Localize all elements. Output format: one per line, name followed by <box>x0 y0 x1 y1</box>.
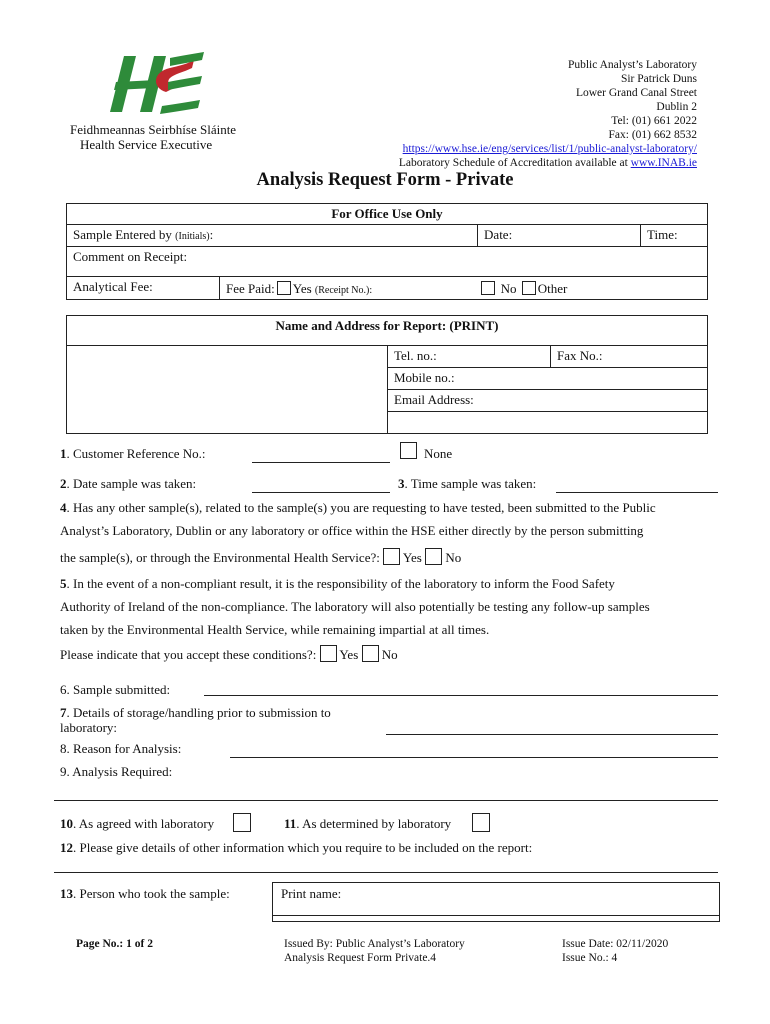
q5-no-label: No <box>381 647 398 662</box>
time-cell[interactable] <box>641 225 708 247</box>
q6-label: 6. Sample submitted: <box>60 682 171 697</box>
q5-yes-checkbox[interactable] <box>320 645 337 662</box>
fee-label: Analytical Fee: <box>73 279 153 294</box>
q9-label: 9. Analysis Required: <box>60 764 173 779</box>
initials-label: (Initials) <box>175 231 210 242</box>
page-number: Page No.: 1 of 2 <box>76 938 153 950</box>
q4-no-label: No <box>445 550 462 565</box>
report-header: Name and Address for Report: (PRINT) <box>67 316 708 346</box>
comment-cell[interactable] <box>67 247 708 277</box>
logo-line-english: Health Service Executive <box>80 137 213 152</box>
form-name: Analysis Request Form Private.4 <box>284 952 437 964</box>
address-block <box>399 58 697 170</box>
print-name-inner-line <box>273 915 719 916</box>
footer-issue <box>562 937 668 965</box>
q4-text: 4. Has any other sample(s), related to the sample(s) you are requesting to have tested, been submitted to the Public Analyst’s Laboratory, Dublin or any laboratory or office within the HSE either directly by the person submitting the sample(s), or through the Environmental Health Service?: Yes No <box>60 496 720 569</box>
q10-label: 10. As agreed with laboratory <box>60 816 215 831</box>
receipt-label: (Receipt No.): <box>314 285 373 296</box>
q5-line3: taken by the Environmental Health Service, while remaining impartial at all times. <box>60 622 490 637</box>
fee-other-label: Other <box>537 281 568 296</box>
fee-other-checkbox[interactable] <box>522 281 536 295</box>
address-line: Public Analyst’s Laboratory <box>567 59 697 71</box>
q5-line4: Please indicate that you accept these conditions?: <box>60 647 317 662</box>
date-label: Date: <box>484 227 513 242</box>
date-taken-input[interactable] <box>252 492 390 493</box>
mobile-cell[interactable] <box>388 368 708 390</box>
accreditation-text: Laboratory Schedule of Accreditation available at <box>398 157 631 169</box>
storage-details-input[interactable] <box>386 734 718 735</box>
sample-submitted-input[interactable] <box>204 695 718 696</box>
q4-yes-label: Yes <box>402 550 422 565</box>
fee-yes-label: Yes <box>292 281 315 296</box>
reason-input[interactable] <box>230 757 718 758</box>
q4-line3: the sample(s), or through the Environmental Health Service?: <box>60 550 380 565</box>
date-cell[interactable] <box>478 225 641 247</box>
office-use-table <box>66 203 708 300</box>
q2-label: 2. Date sample was taken: <box>60 476 197 491</box>
q7-label: 7. Details of storage/handling prior to submission to laboratory: <box>60 705 331 735</box>
analysis-required-input[interactable] <box>54 800 718 801</box>
q11-label: 11. As determined by laboratory <box>284 816 452 831</box>
q13-label: 13. Person who took the sample: <box>60 886 230 901</box>
fee-paid-label: Fee Paid: <box>226 281 275 296</box>
q4-line2: Analyst’s Laboratory, Dublin or any laboratory or office within the HSE either directly by the person submitting <box>60 523 644 538</box>
hse-logo <box>108 50 208 118</box>
q4-no-checkbox[interactable] <box>425 548 442 565</box>
fax-label: Fax No.: <box>557 348 603 363</box>
report-address-table <box>66 315 708 434</box>
fee-no-label: No <box>500 281 517 296</box>
address-line: Sir Patrick Duns <box>620 73 697 85</box>
logo-text <box>70 122 236 152</box>
q12-label: 12. Please give details of other information which you require to be included on the report: <box>60 840 533 855</box>
address-tel: Tel: (01) 661 2022 <box>611 115 697 127</box>
none-checkbox[interactable] <box>400 442 417 459</box>
name-address-field[interactable] <box>67 346 388 434</box>
address-fax: Fax: (01) 662 8532 <box>608 129 697 141</box>
form-title: Analysis Request Form - Private <box>256 170 514 190</box>
q5-no-checkbox[interactable] <box>362 645 379 662</box>
none-label: None <box>424 446 453 461</box>
q5-line2: Authority of Ireland of the non-compliance. The laboratory will also potentially be testing any follow-up samples <box>60 599 650 614</box>
email-label: Email Address: <box>394 392 474 407</box>
fee-no-checkbox[interactable] <box>481 281 495 295</box>
footer-issued <box>284 937 465 965</box>
issue-date: Issue Date: 02/11/2020 <box>562 938 669 950</box>
customer-reference-input[interactable] <box>252 462 390 463</box>
address-line: Lower Grand Canal Street <box>575 87 697 99</box>
print-name-label: Print name: <box>281 886 342 901</box>
print-name-box[interactable] <box>272 882 720 922</box>
q4-yes-checkbox[interactable] <box>383 548 400 565</box>
issued-by: Issued By: Public Analyst’s Laboratory <box>284 938 465 950</box>
sample-entered-label: Sample Entered by <box>73 227 176 242</box>
tel-label: Tel. no.: <box>394 348 437 363</box>
q1-label: 1. Customer Reference No.: <box>60 446 206 461</box>
q3-label: 3. Time sample was taken: <box>398 476 537 491</box>
issue-number: Issue No.: 4 <box>562 952 618 964</box>
office-use-header: For Office Use Only <box>67 204 708 225</box>
fee-yes-checkbox[interactable] <box>277 281 291 295</box>
time-taken-input[interactable] <box>556 492 718 493</box>
time-label: Time: <box>647 227 678 242</box>
q8-label: 8. Reason for Analysis: <box>60 741 182 756</box>
determined-checkbox[interactable] <box>472 813 490 832</box>
address-line: Dublin 2 <box>656 101 697 113</box>
fee-cell[interactable] <box>67 277 220 300</box>
email-cell[interactable] <box>388 390 708 412</box>
q5-text: 5. In the event of a non-compliant result, it is the responsibility of the laboratory to inform the Food Safety Authority of Ireland of the non-compliance. The laboratory will also potentially be testing any follow-up samples taken by the Environmental Health Service, while remaining impartial at all times. Please indicate that you accept these conditions?: Yes No <box>60 572 720 666</box>
mobile-label: Mobile no.: <box>394 370 455 385</box>
comment-label: Comment on Receipt: <box>73 249 188 264</box>
other-info-input[interactable] <box>54 872 718 873</box>
lab-url-link[interactable]: https://www.hse.ie/eng/services/list/1/public-analyst-laboratory/ <box>402 143 697 155</box>
tel-cell[interactable] <box>388 346 551 368</box>
colon: : <box>209 227 214 242</box>
sample-entered-cell[interactable] <box>67 225 478 247</box>
fee-paid-cell <box>220 277 708 300</box>
blank-cell[interactable] <box>388 412 708 434</box>
agreed-checkbox[interactable] <box>233 813 251 832</box>
inab-link[interactable]: www.INAB.ie <box>630 157 697 169</box>
logo-line-irish: Feidhmeannas Seirbhíse Sláinte <box>70 122 237 137</box>
fax-cell[interactable] <box>551 346 708 368</box>
q5-yes-label: Yes <box>339 647 359 662</box>
